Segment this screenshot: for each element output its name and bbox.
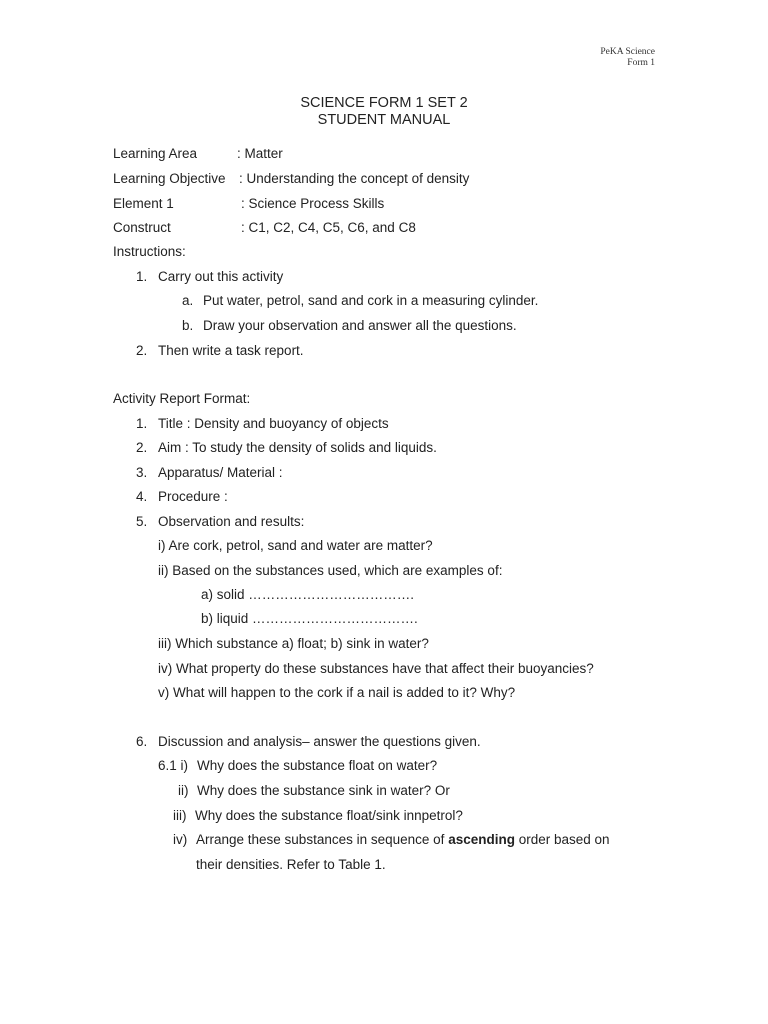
question-text-before: Arrange these substances in sequence of (196, 832, 445, 847)
list-number: 2. (136, 440, 148, 455)
discussion-continuation: their densities. Refer to Table 1. (196, 857, 386, 872)
list-number: 6. (136, 734, 148, 749)
discussion-question: Why does the substance float on water? (197, 758, 438, 773)
meta-value: : Matter (237, 146, 283, 161)
list-item: Draw your observation and answer all the questions. (203, 318, 517, 333)
meta-label: Learning Area (113, 146, 198, 161)
list-number: 5. (136, 514, 148, 529)
observation-answer-line: b) liquid ………………………………. (201, 611, 418, 626)
observation-question: ii) Based on the substances used, which are examples of: (158, 563, 503, 578)
meta-value: : Science Process Skills (241, 196, 385, 211)
page-subtitle: STUDENT MANUAL (317, 112, 451, 128)
meta-label: Element 1 (113, 196, 174, 211)
discussion-question (196, 832, 610, 848)
list-number: a. (182, 293, 194, 308)
meta-label: Learning Objective (113, 171, 226, 186)
observation-question: iii) Which substance a) float; b) sink in water? (158, 636, 429, 651)
discussion-question: Why does the substance sink in water? Or (197, 783, 450, 798)
list-item: Put water, petrol, sand and cork in a measuring cylinder. (203, 293, 539, 308)
observation-question: iv) What property do these substances have that affect their buoyancies? (158, 661, 594, 676)
list-number: 3. (136, 465, 148, 480)
list-number: 4. (136, 489, 148, 504)
question-number: iv) (173, 832, 188, 847)
list-number: 1. (136, 269, 148, 284)
header-line-2: Form 1 (627, 58, 655, 68)
question-number: iii) (173, 808, 187, 823)
instructions-heading: Instructions: (113, 244, 186, 259)
observation-question: v) What will happen to the cork if a nail is added to it? Why? (158, 685, 516, 700)
list-item: Apparatus/ Material : (158, 465, 283, 480)
report-heading: Activity Report Format: (113, 391, 251, 406)
list-item: Aim : To study the density of solids and liquids. (158, 440, 437, 455)
meta-label: Construct (113, 220, 171, 235)
list-item: Carry out this activity (158, 269, 284, 284)
list-item: Observation and results: (158, 514, 305, 529)
list-number: 1. (136, 416, 148, 431)
question-number: ii) (178, 783, 189, 798)
discussion-question: Why does the substance float/sink innpetrol? (195, 808, 463, 823)
header-line-1: PeKA Science (600, 47, 655, 57)
question-number: 6.1 i) (158, 758, 189, 773)
list-number: b. (182, 318, 194, 333)
observation-answer-line: a) solid ………………………………. (201, 587, 415, 602)
list-item: Procedure : (158, 489, 228, 504)
list-item: Title : Density and buoyancy of objects (158, 416, 389, 431)
meta-value: : Understanding the concept of density (239, 171, 470, 186)
question-text-after: order based on (518, 832, 610, 847)
observation-question: i) Are cork, petrol, sand and water are matter? (158, 538, 433, 553)
emphasis-ascending: ascending (448, 832, 515, 847)
list-item: Then write a task report. (158, 343, 304, 358)
list-number: 2. (136, 343, 148, 358)
meta-value: : C1, C2, C4, C5, C6, and C8 (241, 220, 416, 235)
list-item: Discussion and analysis– answer the questions given. (158, 734, 481, 749)
page-title: SCIENCE FORM 1 SET 2 (300, 95, 468, 111)
